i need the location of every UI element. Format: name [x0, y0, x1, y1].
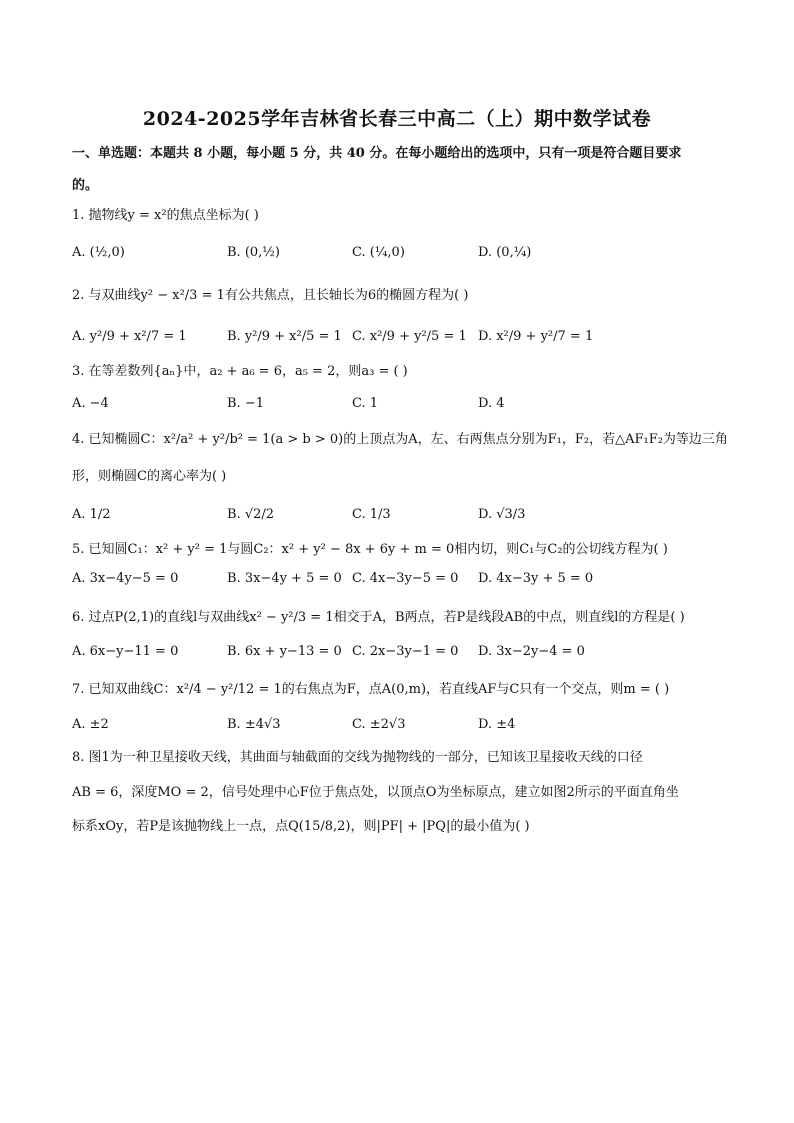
q2-option-c: C. x²/9 + y²/5 = 1 [352, 329, 467, 344]
q1-option-c: C. (¼,0) [352, 245, 405, 260]
q7-option-d: D. ±4 [478, 717, 516, 732]
q5-option-c: C. 4x−3y−5 = 0 [352, 571, 459, 586]
question-6-options [72, 641, 732, 663]
question-7-stem: 7. 已知双曲线C：x²/4 − y²/12 = 1的右焦点为F，点A(0,m)，若直线AF与C只有一个交点，则m = ( ) [72, 682, 670, 697]
q7-option-a: A. ±2 [72, 717, 109, 732]
question-3-options [72, 393, 732, 415]
q2-option-a: A. y²/9 + x²/7 = 1 [72, 329, 187, 344]
q2-option-d: D. x²/9 + y²/7 = 1 [478, 329, 594, 344]
q5-option-d: D. 4x−3y + 5 = 0 [478, 571, 594, 586]
q6-option-d: D. 3x−2y−4 = 0 [478, 644, 585, 659]
q3-option-a: A. −4 [72, 396, 109, 411]
question-6-stem: 6. 过点P(2,1)的直线l与双曲线x² − y²/3 = 1相交于A，B两点，若P是线段AB的中点，则直线l的方程是( ) [72, 610, 685, 625]
question-8-stem-line3: 标系xOy，若P是该抛物线上一点，点Q(15/8,2)，则|PF| + |PQ|的最小值为( ) [72, 819, 530, 834]
question-2-options [72, 326, 732, 348]
q1-option-d: D. (0,¼) [478, 245, 532, 260]
q6-option-c: C. 2x−3y−1 = 0 [352, 644, 459, 659]
q2-option-b: B. y²/9 + x²/5 = 1 [227, 329, 342, 344]
question-7-options [72, 714, 732, 736]
q7-option-c: C. ±2√3 [352, 717, 406, 732]
exam-title: 2024-2025学年吉林省长春三中高二（上）期中数学试卷 [142, 108, 652, 130]
q6-option-a: A. 6x−y−11 = 0 [72, 644, 179, 659]
q6-option-b: B. 6x + y−13 = 0 [227, 644, 342, 659]
q5-option-b: B. 3x−4y + 5 = 0 [227, 571, 342, 586]
question-5-options [72, 568, 732, 590]
q7-option-b: B. ±4√3 [227, 717, 281, 732]
question-4-stem-line1: 4. 已知椭圆C：x²/a² + y²/b² = 1(a > b > 0)的上顶点为A，左、右两焦点分别为F₁，F₂，若△AF₁F₂为等边三角 [72, 432, 728, 447]
q3-option-c: C. 1 [352, 396, 379, 411]
question-8-stem-line2: AB = 6，深度MO = 2，信号处理中心F位于焦点处，以顶点O为坐标原点，建立如图2所示的平面直角坐 [72, 785, 679, 800]
q1-option-b: B. (0,½) [227, 245, 280, 260]
q3-option-d: D. 4 [478, 396, 505, 411]
q4-option-c: C. 1/3 [352, 507, 391, 522]
section-header-line1: 一、单选题：本题共 8 小题，每小题 5 分，共 40 分。在每小题给出的选项中，只有一项是符合题目要求 [72, 146, 682, 161]
question-2-stem: 2. 与双曲线y² − x²/3 = 1有公共焦点，且长轴长为6的椭圆方程为( ) [72, 288, 469, 303]
question-4-stem-line2: 形，则椭圆C的离心率为( ) [72, 469, 227, 484]
question-3-stem: 3. 在等差数列{aₙ}中，a₂ + a₆ = 6，a₅ = 2，则a₃ = ( ) [72, 364, 408, 379]
section-header-line2: 的。 [72, 178, 99, 193]
question-8-stem-line1: 8. 图1为一种卫星接收天线，其曲面与轴截面的交线为抛物线的一部分，已知该卫星接收天线的口径 [72, 750, 643, 765]
q3-option-b: B. −1 [227, 396, 264, 411]
question-1-stem: 1. 抛物线y = x²的焦点坐标为( ) [72, 208, 259, 223]
q1-option-a: A. (½,0) [72, 245, 125, 260]
q4-option-d: D. √3/3 [478, 507, 526, 522]
q4-option-a: A. 1/2 [72, 507, 111, 522]
q5-option-a: A. 3x−4y−5 = 0 [72, 571, 179, 586]
question-5-stem: 5. 已知圆C₁：x² + y² = 1与圆C₂：x² + y² − 8x + 6y + m = 0相内切，则C₁与C₂的公切线方程为( ) [72, 542, 668, 557]
question-4-options [72, 504, 732, 526]
q4-option-b: B. √2/2 [227, 507, 275, 522]
question-1-options [72, 242, 732, 264]
